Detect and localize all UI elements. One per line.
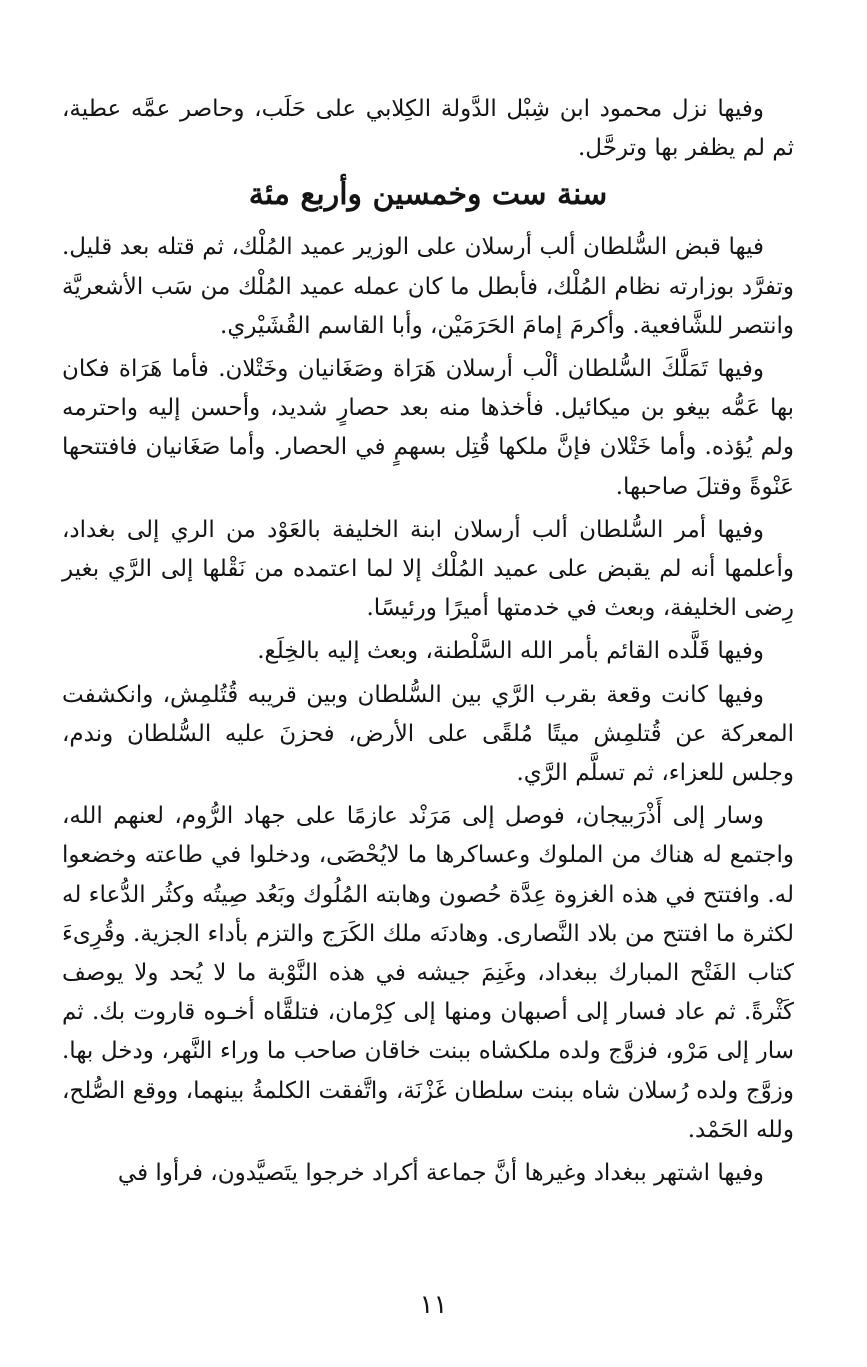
year-heading: سنة ست وخمسين وأربع مئة (248, 177, 608, 213)
paragraph: وفيها أمر السُّلطان ألب أرسلان ابنة الخليفة بالعَوْد من الري إلى بغداد، وأعلمها أنه لم يقبض على عميد المُلْك إلا لما اعتمده من نَقْلها إلى الرَّي بغير رِضى الخليفة، وبعث في خدمتها أميرًا ورئيسًا. (62, 516, 794, 622)
paragraph: وفيها اشتهر ببغداد وغيرها أنَّ جماعة أكراد خرجوا يتَصيَّدون، فرأوا في (117, 1160, 764, 1187)
paragraph: وفيها كانت وقعة بقرب الرَّي بين السُّلطان وبين قريبه قُتُلمِش، وانكشفت المعركة عن قُتلمِش ميتًا مُلقًى على الأرض، فحزنَ عليه السُّلطان وندم، وجلس للعزاء، ثم تسلَّم الرَّي. (62, 681, 794, 787)
page-number: ١١ (419, 1290, 448, 1320)
paragraph: وفيها قَلَّده القائم بأمر الله السَّلْطنة، وبعث إليه بالخِلَع. (257, 638, 764, 665)
paragraph: وفيها تَمَلَّكَ السُّلطان ألْب أرسلان هَرَاة وصَغَانيان وخَتْلان. فأما هَرَاة فكان بها عَمُّه بيغو بن ميكائيل. فأخذها منه بعد حصارٍ شديد، وأحسن إليه واحترمه ولم يُؤذه. وأما خَتْلان فإنَّ ملكها قُتِل بسهمٍ في الحصار. وأما صَغَانيان فافتتحها عَنْوةً وقتلَ صاحبها. (62, 356, 794, 500)
paragraph: فيها قبض السُّلطان ألب أرسلان على الوزير عميد المُلْك، ثم قتله بعد قليل. وتفرَّد بوزارته نظام المُلْك، فأبطل ما كان عمله عميد المُلْك من سَب الأشعريَّة وانتصر للشَّافعية. وأكرمَ إمامَ الحَرَمَيْن، وأبا القاسم القُشَيْري. (62, 234, 794, 339)
paragraph: وسار إلى أَذْرَبيجان، فوصل إلى مَرَنْد عازمًا على جهاد الرُّوم، لعنهم الله، واجتمع له هناك من الملوك وعساكرها ما لايُحْصَى، ودخلوا في طاعته وخضعوا له. وافتتح في هذه الغزوة عِدَّة حُصون وهابته المُلُوك وبَعُد صِيتُه وكثُر الدُّعاء له لكثرة ما افتتح من بلاد النَّصارى. وهادنَه ملك الكَرَج والتزم بأداء الجزية. وقُرِىءَ كتاب الفَتْح المبارك ببغداد، وغَنِمَ جيشه في هذه النَّوْبة ما لا يُحد ولا يوصف كَثْرةً. ثم عاد فسار إلى أصبهان ومنها إلى كِرْمان، فتلقَّاه أخـوه قاروت بك. ثم سار إلى مَرْو، فزوَّج ولده ملكشاه ببنت خاقان صاحب ما وراء النَّهر، ودخل بها. وزوَّج ولده رُسلان شاه ببنت سلطان غَزْنَة، واتَّفقت الكلمةُ بينهما، ووقع الصُّلح، ولله الحَمْد. (62, 803, 794, 1143)
intro-paragraph: وفيها نزل محمود ابن شِبْل الدَّولة الكِلابي على حَلَب، وحاصر عمَّه عطية، ثم لم يظفر بها وترحَّل. (62, 96, 794, 162)
